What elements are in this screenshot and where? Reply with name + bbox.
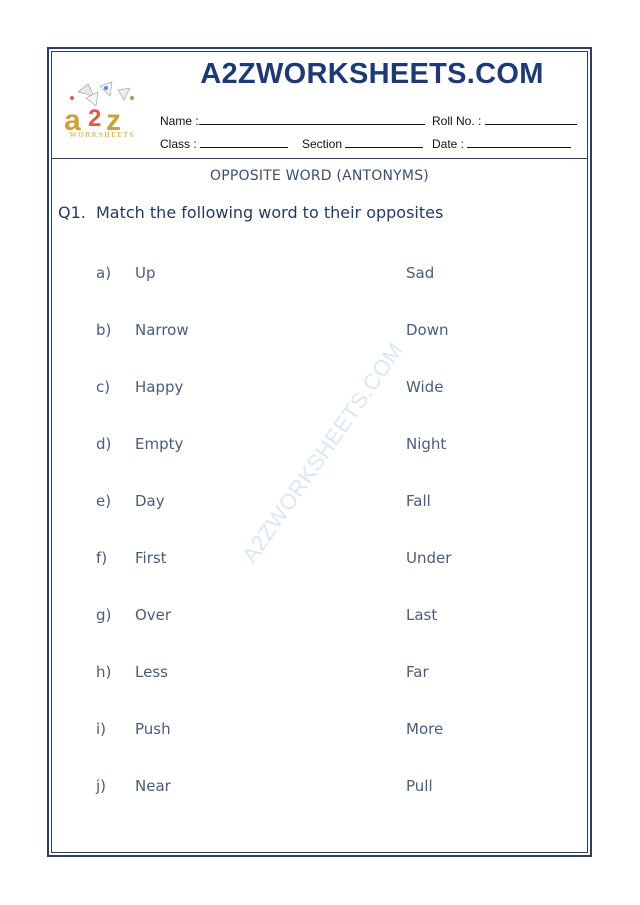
class-blank[interactable] [200, 147, 288, 148]
section-field [302, 137, 423, 151]
name-blank[interactable] [199, 124, 425, 125]
section-label: Section [302, 137, 343, 151]
item-marker: f) [96, 549, 108, 567]
item-opposite: Wide [406, 378, 444, 396]
watermark: A2ZWORKSHEETS.COM [236, 337, 409, 568]
item-word: Narrow [135, 321, 189, 339]
item-marker: h) [96, 663, 112, 681]
sheet-heading: OPPOSITE WORD (ANTONYMS) [210, 168, 429, 184]
roll-blank[interactable] [485, 124, 577, 125]
logo-caption: WORKSHEETS [69, 130, 136, 139]
class-label: Class : [160, 137, 197, 151]
date-field [432, 137, 571, 151]
item-word: Near [135, 777, 171, 795]
date-label: Date : [432, 137, 465, 151]
name-label: Name : [160, 114, 199, 128]
item-marker: a) [96, 264, 112, 282]
list-item [0, 492, 640, 516]
list-item [0, 378, 640, 402]
item-word: Happy [135, 378, 184, 396]
name-field [160, 114, 425, 128]
item-opposite: Fall [406, 492, 431, 510]
list-item [0, 264, 640, 288]
item-marker: d) [96, 435, 112, 453]
item-word: First [135, 549, 167, 567]
list-item [0, 720, 640, 744]
item-word: Push [135, 720, 171, 738]
list-item [0, 549, 640, 573]
roll-label: Roll No. : [432, 114, 482, 128]
section-blank[interactable] [345, 147, 423, 148]
svg-text:z: z [106, 104, 121, 137]
header-divider [51, 158, 588, 159]
item-opposite: Under [406, 549, 452, 567]
svg-text:a: a [64, 104, 81, 137]
class-field [160, 137, 288, 151]
item-marker: g) [96, 606, 112, 624]
item-marker: c) [96, 378, 111, 396]
list-item [0, 777, 640, 801]
item-opposite: More [406, 720, 444, 738]
item-word: Up [135, 264, 156, 282]
item-word: Less [135, 663, 168, 681]
item-opposite: Pull [406, 777, 433, 795]
date-blank[interactable] [467, 147, 571, 148]
item-marker: j) [96, 777, 107, 795]
svg-text:2: 2 [88, 105, 102, 132]
list-item [0, 321, 640, 345]
item-opposite: Last [406, 606, 438, 624]
item-opposite: Night [406, 435, 447, 453]
site-title: A2ZWORKSHEETS.COM [200, 58, 544, 90]
roll-field [432, 114, 577, 128]
item-word: Empty [135, 435, 184, 453]
item-word: Day [135, 492, 165, 510]
item-opposite: Sad [406, 264, 435, 282]
item-marker: e) [96, 492, 112, 510]
item-word: Over [135, 606, 172, 624]
item-opposite: Far [406, 663, 429, 681]
item-opposite: Down [406, 321, 449, 339]
item-marker: i) [96, 720, 107, 738]
list-item [0, 606, 640, 630]
item-marker: b) [96, 321, 112, 339]
question-text: Match the following word to their opposites [96, 203, 444, 222]
list-item [0, 663, 640, 687]
list-item [0, 435, 640, 459]
question-number: Q1. [58, 203, 86, 222]
